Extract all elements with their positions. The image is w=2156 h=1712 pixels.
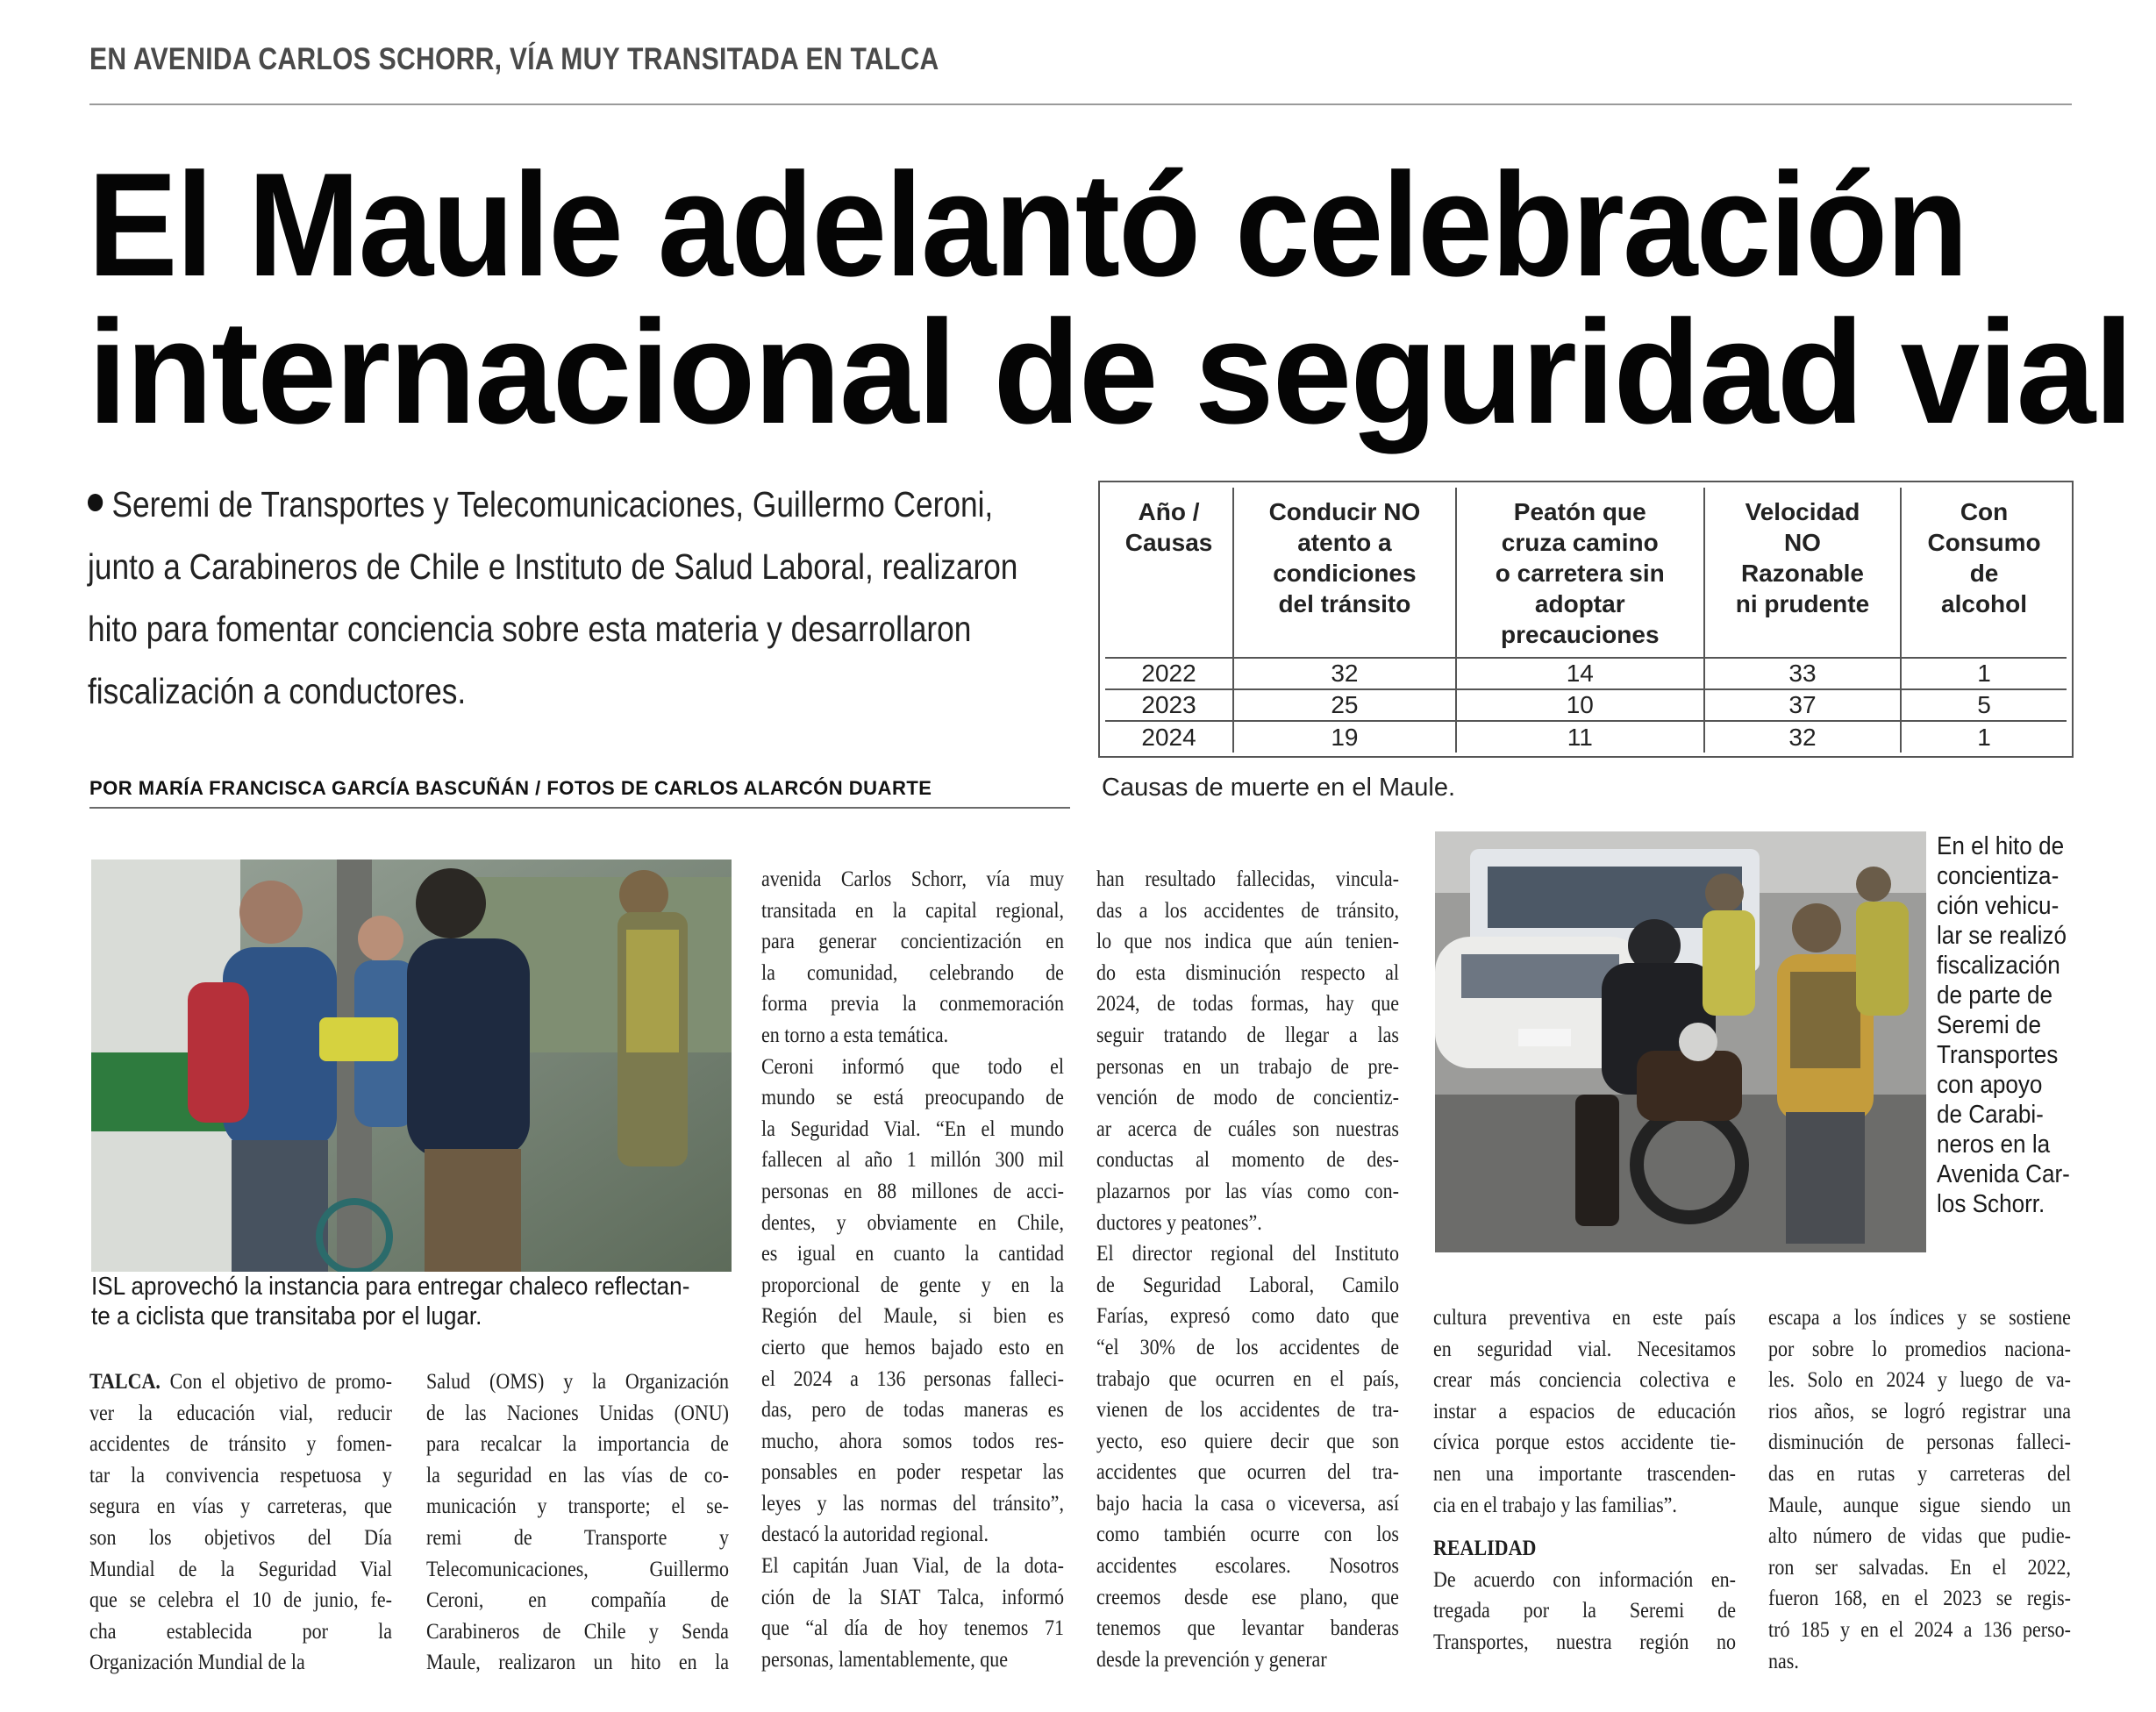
table-value-cell: 1 [1901, 721, 2067, 753]
article-column-2 [426, 1366, 729, 1679]
article-line: plazarnos por las vías como con- [1096, 1179, 1399, 1203]
article-line: Mundial de la Seguridad Vial [89, 1557, 392, 1581]
article-line: Región del Maule, si bien es [761, 1304, 1064, 1329]
article-line: das en rutas y carreteras del [1768, 1461, 2071, 1486]
table-header-text: condiciones [1273, 560, 1417, 587]
caption-line: neros en la [1937, 1131, 2051, 1159]
article-line: cultura preventiva en este país [1433, 1306, 1736, 1330]
article-line: disminución de personas falleci- [1768, 1430, 2071, 1455]
article-line: Maule, realizaron un hito en la [426, 1651, 729, 1675]
table-header-text: alcohol [1941, 590, 2028, 617]
table-header-cell [1233, 488, 1456, 658]
table-header-text: atento a [1297, 529, 1392, 556]
article-line: das a los accidentes de tránsito, [1096, 898, 1399, 923]
article-line: es igual en cuanto la cantidad [761, 1242, 1064, 1266]
article-line: que se celebra el 10 de junio, fe- [89, 1588, 392, 1613]
article-line: fallecen al año 1 millón 300 mil [761, 1148, 1064, 1173]
article-line: personas en 88 millones de acci- [761, 1179, 1064, 1203]
article-line: 2024, de todas formas, hay que [1096, 992, 1399, 1016]
article-line: mundo se está preocupando de [761, 1086, 1064, 1110]
dateline: TALCA. [89, 1370, 161, 1394]
table-row [1105, 658, 2067, 689]
article-line: rios años, se logró registrar una [1768, 1399, 2071, 1423]
article-line: avenida Carlos Schorr, vía muy [761, 867, 1064, 891]
article-line: tar la convivencia respetuosa y [89, 1463, 392, 1487]
article-line: Carabineros de Chile y Senda [426, 1619, 729, 1644]
table-body [1105, 658, 2067, 753]
table-year-cell: 2023 [1105, 689, 1233, 721]
table-header-text: o carretera sin [1495, 560, 1665, 587]
table-header-text: del tránsito [1278, 590, 1411, 617]
article-line: vención de modo de concientiz- [1096, 1086, 1399, 1110]
article-line: seguir tratando de llegar a las [1096, 1023, 1399, 1047]
photo-motorcycle-inspection [1435, 831, 1926, 1252]
caption-line: ción vehicu- [1937, 892, 2060, 920]
article-line: “el 30% de los accidentes de [1096, 1335, 1399, 1359]
table-header-text: de [1969, 560, 1999, 587]
table-header-cell [1456, 488, 1704, 658]
article-line: ar acerca de cuáles son nuestras [1096, 1116, 1399, 1141]
causes-table [1105, 488, 2067, 753]
article-line: De acuerdo con información en- [1433, 1567, 1736, 1592]
article-column-5 [1433, 1302, 1736, 1658]
article-line: cierto que hemos bajado esto en [761, 1335, 1064, 1359]
caption-line: fiscalización [1937, 952, 2060, 980]
lead-line: fiscalización a conductores. [88, 671, 467, 711]
article-line: accidentes escolares. Nosotros [1096, 1554, 1399, 1579]
article-line: en torno a esta temática. [761, 1023, 949, 1047]
spacer [1433, 1521, 1736, 1533]
article-line: Ceroni informó que todo el [761, 1054, 1064, 1079]
table-row [1105, 721, 2067, 753]
article-line: Salud (OMS) y la Organización [426, 1370, 729, 1394]
article-column-1 [89, 1366, 392, 1679]
article-line: do esta disminución respecto al [1096, 960, 1399, 985]
article-column-6 [1768, 1302, 2071, 1677]
article-line: que “al día de hoy tenemos 71 [761, 1616, 1064, 1641]
caption-line: de Carabi- [1937, 1101, 2044, 1129]
table-value-cell: 33 [1704, 658, 1901, 689]
article-line: la Seguridad Vial. “En el mundo [761, 1116, 1064, 1141]
table-value-cell: 19 [1233, 721, 1456, 753]
article-line: personas, lamentablemente, que [761, 1647, 1009, 1672]
article-column-3 [761, 864, 1064, 1675]
table-value-cell: 14 [1456, 658, 1704, 689]
caption-line: te a ciclista que transitaba por el lugar. [91, 1302, 482, 1330]
article-line: municación y transporte; el se- [426, 1494, 729, 1519]
article-line: la seguridad en las vías de co- [426, 1463, 729, 1487]
photo1-caption [91, 1272, 740, 1331]
article-line: vienen de los accidentes de tra- [1096, 1398, 1399, 1423]
article-line: Maule, aunque sigue siendo un [1768, 1493, 2071, 1517]
article-line: tregada por la Seremi de [1433, 1599, 1736, 1623]
photo-motorcycle-inspection-image [1435, 831, 1926, 1252]
table-value-cell: 1 [1901, 658, 2067, 689]
table-value-cell: 10 [1456, 689, 1704, 721]
article-line: para generar concientización en [761, 930, 1064, 954]
article-line: Ceroni, en compañía de [426, 1588, 729, 1613]
article-line: leyes y las normas del tránsito”, [761, 1491, 1064, 1516]
article-line: como también ocurre con los [1096, 1523, 1399, 1547]
table-caption: Causas de muerte en el Maule. [1102, 774, 1455, 802]
article-line: forma previa la conmemoración [761, 992, 1064, 1016]
table-year-cell: 2024 [1105, 721, 1233, 753]
photo-cyclist-vest-image [91, 860, 732, 1272]
article-line: accidentes que ocurren del tra- [1096, 1460, 1399, 1485]
article-line: alto número de vidas que pudie- [1768, 1524, 2071, 1549]
byline: POR MARÍA FRANCISCA GARCÍA BASCUÑÁN / FOTOS DE CARLOS ALARCÓN DUARTE [89, 777, 932, 799]
kicker: EN AVENIDA CARLOS SCHORR, VÍA MUY TRANSITADA EN TALCA [89, 42, 939, 76]
article-line: proporcional de gente y en la [761, 1273, 1064, 1297]
article-line: bajo hacia la casa o viceversa, así [1096, 1491, 1399, 1516]
article-line: instar a espacios de educación [1433, 1399, 1736, 1423]
caption-line: los Schorr. [1937, 1190, 2045, 1218]
article-line: son los objetivos del Día [89, 1525, 392, 1550]
article-line: el 2024 a 136 personas falleci- [761, 1366, 1064, 1391]
article-line: tenemos que levantar banderas [1096, 1616, 1399, 1641]
caption-line: Avenida Car- [1937, 1160, 2070, 1188]
article-line: ron ser salvadas. En el 2022, [1768, 1555, 2071, 1580]
bullet-icon [88, 494, 103, 511]
table-value-cell: 5 [1901, 689, 2067, 721]
article-line: personas en un trabajo de pre- [1096, 1054, 1399, 1079]
table-header-row [1105, 488, 2067, 658]
table-header-text: adoptar [1534, 590, 1625, 617]
table-header-text: Conducir NO [1268, 498, 1421, 525]
article-line: crear más conciencia colectiva e [1433, 1368, 1736, 1393]
lead-line: Seremi de Transportes y Telecomunicaciones, Guillermo Ceroni, [88, 474, 925, 536]
article-line: han resultado fallecidas, vincula- [1096, 867, 1399, 891]
article-line: nen una importante trascenden- [1433, 1461, 1736, 1486]
caption-line: Transportes [1937, 1041, 2059, 1069]
article-line: Organización Mundial de la [89, 1651, 305, 1675]
article-line: cia en el trabajo y las familias”. [1433, 1493, 1677, 1517]
caption-line: lar se realizó [1937, 922, 2067, 950]
article-line: Transportes, nuestra región no [1433, 1630, 1736, 1654]
article-line: Farías, expresó como dato que [1096, 1304, 1399, 1329]
table-value-cell: 37 [1704, 689, 1901, 721]
article-line: segura en vías y carreteras, que [89, 1494, 392, 1519]
table-header-text: ni prudente [1735, 590, 1870, 617]
article-line: dentes, y obviamente en Chile, [761, 1210, 1064, 1235]
article-line: conductas al momento de des- [1096, 1148, 1399, 1173]
article-line: para recalcar la importancia de [426, 1432, 729, 1457]
caption-line: Seremi de [1937, 1011, 2041, 1039]
headline-line-1: El Maule adelantó celebración [88, 142, 1967, 307]
table-header-text: Año / [1138, 498, 1200, 525]
article-line: trabajo que ocurren en el país, [1096, 1366, 1399, 1391]
lead-line: hito para fomentar conciencia sobre esta materia y desarrollaron [88, 609, 972, 649]
article-line: TALCA. Con el objetivo de promo- [89, 1370, 392, 1394]
article-line: remi de Transporte y [426, 1525, 729, 1550]
article-line: les. Solo en 2024 y luego de va- [1768, 1368, 2071, 1393]
byline-rule [89, 807, 1070, 809]
article-line: por sobre lo promedios nacionа- [1768, 1337, 2071, 1361]
caption-line: ISL aprovechó la instancia para entregar chaleco reflectan- [91, 1273, 690, 1301]
table-header-text: NO [1783, 529, 1821, 556]
article-line: El director regional del Instituto [1096, 1242, 1399, 1266]
table-value-cell: 32 [1233, 658, 1456, 689]
article-line: accidentes de tránsito y fomen- [89, 1432, 392, 1457]
article-line: ver la educación vial, reducir [89, 1401, 392, 1425]
photo-cyclist-vest [91, 860, 732, 1272]
caption-line: En el hito de [1937, 832, 2065, 860]
article-line: transitada en la capital regional, [761, 898, 1064, 923]
headline-line-2: internacional de seguridad vial [88, 289, 2132, 454]
table-year-cell: 2022 [1105, 658, 1233, 689]
top-rule [89, 103, 2072, 105]
table-header-text: Razonable [1740, 560, 1864, 587]
table-header-text: Causas [1124, 529, 1213, 556]
table-value-cell: 25 [1233, 689, 1456, 721]
article-line: ductores y peatones”. [1096, 1210, 1262, 1235]
article-line: mucho, ahora somos todos res- [761, 1429, 1064, 1453]
table-header-cell [1901, 488, 2067, 658]
lead-line: junto a Carabineros de Chile e Instituto de Salud Laboral, realizaron [88, 546, 1018, 587]
article-line: ponsables en poder respetar las [761, 1460, 1064, 1485]
article-line: fueron 168, en el 2023 se regis- [1768, 1587, 2071, 1611]
article-line: yecto, eso quiere decir que son [1096, 1429, 1399, 1453]
caption-line: de parte de [1937, 981, 2053, 1009]
caption-line: con apoyo [1937, 1071, 2043, 1099]
article-line: cívica porque estos accidente tie- [1433, 1430, 1736, 1455]
article-line: tró 185 y en el 2024 a 136 perso- [1768, 1617, 2071, 1642]
table-header-cell [1105, 488, 1233, 658]
photo2-caption [1937, 831, 2095, 1219]
article-line: das, pero de todas maneras es [761, 1398, 1064, 1423]
table-header-text: Consumo [1927, 529, 2041, 556]
article-line: desde la prevención y generar [1096, 1647, 1327, 1672]
article-line: El capitán Juan Vial, de la dota- [761, 1554, 1064, 1579]
article-line: cha establecida por la [89, 1619, 392, 1644]
article-line: Telecomunicaciones, Guillermo [426, 1557, 729, 1581]
section-subhead: REALIDAD [1433, 1537, 1537, 1561]
causes-table-frame [1098, 481, 2074, 758]
table-header-text: cruza camino [1501, 529, 1659, 556]
article-line: en seguridad vial. Necesitamos [1433, 1337, 1736, 1361]
article-line: creemos desde ese plano, que [1096, 1585, 1399, 1609]
article-line: ción de la SIAT Talca, informó [761, 1585, 1064, 1609]
table-value-cell: 11 [1456, 721, 1704, 753]
table-header-text: Velocidad [1745, 498, 1860, 525]
table-header-text: Peatón que [1513, 498, 1646, 525]
table-header-cell [1704, 488, 1901, 658]
article-line: destacó la autoridad regional. [761, 1523, 989, 1547]
table-row [1105, 689, 2067, 721]
article-column-4 [1096, 864, 1399, 1675]
table-header-text: precauciones [1501, 621, 1660, 648]
article-line: lo que nos indica que aún tenien- [1096, 930, 1399, 954]
article-line: de Seguridad Laboral, Camilo [1096, 1273, 1399, 1297]
table-header-text: Con [1960, 498, 2009, 525]
article-line: nas. [1768, 1649, 1799, 1673]
article-line: de las Naciones Unidas (ONU) [426, 1401, 729, 1425]
lead-paragraph [88, 474, 1061, 723]
article-line: escapa a los índices y se sostiene [1768, 1306, 2071, 1330]
article-line: la comunidad, celebrando de [761, 960, 1064, 985]
caption-line: concientiza- [1937, 862, 2060, 890]
table-value-cell: 32 [1704, 721, 1901, 753]
